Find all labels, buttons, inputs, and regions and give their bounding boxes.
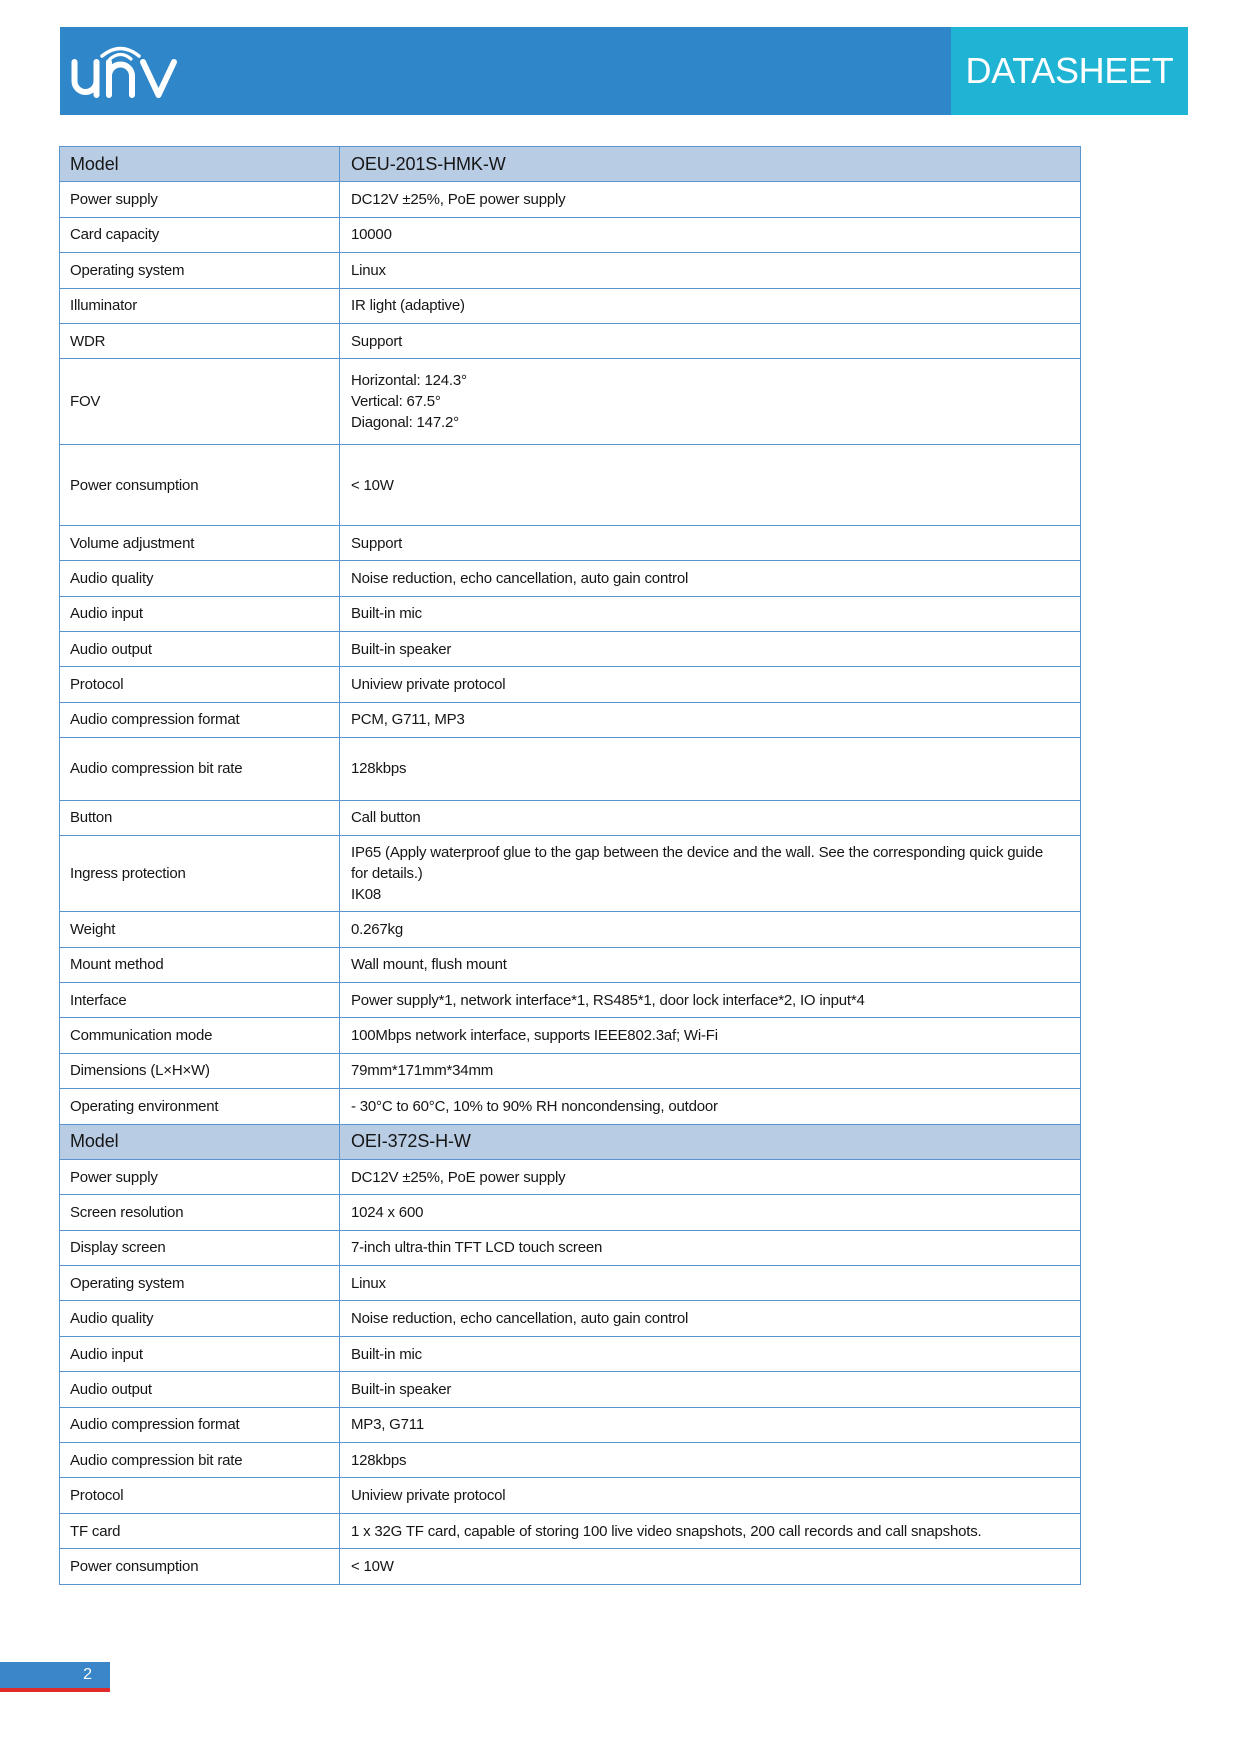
spec-value: 0.267kg — [340, 912, 1081, 947]
spec-row — [60, 288, 1081, 323]
spec-value: 1024 x 600 — [340, 1195, 1081, 1230]
spec-label: Audio input — [60, 1336, 340, 1371]
spec-row — [60, 800, 1081, 835]
spec-value: Built-in speaker — [340, 1372, 1081, 1407]
spec-value: IR light (adaptive) — [340, 288, 1081, 323]
spec-label: Protocol — [60, 1478, 340, 1513]
unv-logo — [66, 40, 182, 102]
model-header-row — [60, 1124, 1081, 1159]
spec-label: Audio input — [60, 596, 340, 631]
spec-row — [60, 982, 1081, 1017]
spec-value: Built-in mic — [340, 1336, 1081, 1371]
spec-label: Card capacity — [60, 217, 340, 252]
spec-section-oei — [60, 1124, 1081, 1584]
spec-value: Linux — [340, 1266, 1081, 1301]
spec-value: 128kbps — [340, 738, 1081, 801]
spec-value: < 10W — [340, 445, 1081, 526]
spec-value: DC12V ±25%, PoE power supply — [340, 182, 1081, 217]
spec-label: Audio compression format — [60, 1407, 340, 1442]
spec-label: Ingress protection — [60, 836, 340, 912]
spec-label: Audio quality — [60, 1301, 340, 1336]
spec-value: 1 x 32G TF card, capable of storing 100 live video snapshots, 200 call records and call snapshots. — [340, 1513, 1081, 1548]
spec-label: Power supply — [60, 1159, 340, 1194]
spec-row — [60, 1266, 1081, 1301]
spec-label: Button — [60, 800, 340, 835]
spec-label: TF card — [60, 1513, 340, 1548]
model-header-row — [60, 147, 1081, 182]
spec-row — [60, 632, 1081, 667]
spec-row — [60, 1336, 1081, 1371]
spec-value: Noise reduction, echo cancellation, auto gain control — [340, 1301, 1081, 1336]
spec-value: Built-in speaker — [340, 632, 1081, 667]
page-number-box — [0, 1662, 110, 1692]
spec-row — [60, 1159, 1081, 1194]
spec-label: Communication mode — [60, 1018, 340, 1053]
spec-label: Audio output — [60, 632, 340, 667]
spec-label: WDR — [60, 323, 340, 358]
model-label: Model — [60, 147, 340, 182]
spec-label: Audio compression bit rate — [60, 1443, 340, 1478]
spec-value: Support — [340, 323, 1081, 358]
datasheet-label: DATASHEET — [951, 27, 1188, 115]
spec-label: Volume adjustment — [60, 525, 340, 560]
spec-value: Support — [340, 525, 1081, 560]
spec-value: Wall mount, flush mount — [340, 947, 1081, 982]
spec-value: 10000 — [340, 217, 1081, 252]
spec-value: Uniview private protocol — [340, 667, 1081, 702]
spec-value: Power supply*1, network interface*1, RS485*1, door lock interface*2, IO input*4 — [340, 982, 1081, 1017]
spec-row — [60, 1195, 1081, 1230]
spec-row — [60, 1407, 1081, 1442]
spec-value: Uniview private protocol — [340, 1478, 1081, 1513]
spec-label: Dimensions (L×H×W) — [60, 1053, 340, 1088]
header-banner — [60, 27, 951, 115]
spec-row — [60, 667, 1081, 702]
spec-table — [59, 146, 1081, 1585]
spec-label: Display screen — [60, 1230, 340, 1265]
spec-value: 128kbps — [340, 1443, 1081, 1478]
spec-row — [60, 947, 1081, 982]
spec-row — [60, 217, 1081, 252]
spec-row — [60, 1301, 1081, 1336]
spec-row — [60, 1478, 1081, 1513]
spec-row — [60, 1513, 1081, 1548]
spec-value: Built-in mic — [340, 596, 1081, 631]
spec-row — [60, 359, 1081, 445]
spec-row — [60, 702, 1081, 737]
spec-row — [60, 1089, 1081, 1124]
spec-label: Audio compression format — [60, 702, 340, 737]
model-number: OEU-201S-HMK-W — [340, 147, 1081, 182]
spec-row — [60, 561, 1081, 596]
spec-value: < 10W — [340, 1549, 1081, 1584]
spec-row — [60, 1372, 1081, 1407]
spec-row — [60, 836, 1081, 912]
spec-row — [60, 596, 1081, 631]
spec-label: Audio compression bit rate — [60, 738, 340, 801]
model-label: Model — [60, 1124, 340, 1159]
spec-value: Linux — [340, 253, 1081, 288]
spec-row — [60, 1053, 1081, 1088]
spec-value: IP65 (Apply waterproof glue to the gap between the device and the wall. See the corresponding quick guide for details.) IK08 — [340, 836, 1081, 912]
spec-row — [60, 1230, 1081, 1265]
spec-value: 79mm*171mm*34mm — [340, 1053, 1081, 1088]
model-number: OEI-372S-H-W — [340, 1124, 1081, 1159]
spec-row — [60, 182, 1081, 217]
spec-label: Mount method — [60, 947, 340, 982]
spec-row — [60, 1443, 1081, 1478]
spec-label: Illuminator — [60, 288, 340, 323]
spec-label: Power consumption — [60, 1549, 340, 1584]
spec-label: FOV — [60, 359, 340, 445]
spec-label: Audio output — [60, 1372, 340, 1407]
spec-label: Power supply — [60, 182, 340, 217]
spec-value: 7-inch ultra-thin TFT LCD touch screen — [340, 1230, 1081, 1265]
spec-row — [60, 323, 1081, 358]
spec-label: Interface — [60, 982, 340, 1017]
spec-value: Call button — [340, 800, 1081, 835]
spec-section-oeu — [60, 147, 1081, 1125]
spec-value: 100Mbps network interface, supports IEEE802.3af; Wi-Fi — [340, 1018, 1081, 1053]
spec-row — [60, 738, 1081, 801]
spec-row — [60, 1018, 1081, 1053]
spec-label: Power consumption — [60, 445, 340, 526]
spec-row — [60, 253, 1081, 288]
spec-label: Audio quality — [60, 561, 340, 596]
spec-row — [60, 912, 1081, 947]
spec-row — [60, 1549, 1081, 1584]
spec-row — [60, 525, 1081, 560]
spec-label: Screen resolution — [60, 1195, 340, 1230]
spec-value: - 30°C to 60°C, 10% to 90% RH noncondensing, outdoor — [340, 1089, 1081, 1124]
spec-value: Noise reduction, echo cancellation, auto gain control — [340, 561, 1081, 596]
spec-value: MP3, G711 — [340, 1407, 1081, 1442]
spec-label: Operating system — [60, 253, 340, 288]
spec-label: Operating environment — [60, 1089, 340, 1124]
spec-label: Protocol — [60, 667, 340, 702]
spec-label: Operating system — [60, 1266, 340, 1301]
spec-value: DC12V ±25%, PoE power supply — [340, 1159, 1081, 1194]
page-number: 2 — [83, 1666, 92, 1683]
spec-label: Weight — [60, 912, 340, 947]
spec-value: PCM, G711, MP3 — [340, 702, 1081, 737]
spec-value: Horizontal: 124.3° Vertical: 67.5° Diagonal: 147.2° — [340, 359, 1081, 445]
spec-row — [60, 445, 1081, 526]
